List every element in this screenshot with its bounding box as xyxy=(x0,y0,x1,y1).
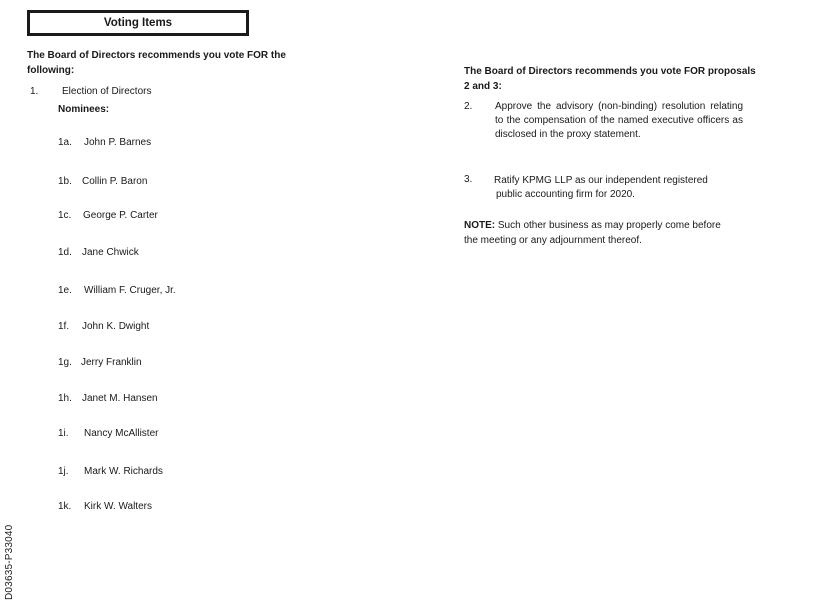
nominee-name: William F. Cruger, Jr. xyxy=(84,285,176,296)
nominees-title: Nominees: xyxy=(58,104,110,115)
proposal-3-line-1: Ratify KPMG LLP as our independent registered xyxy=(494,175,708,186)
nominee-number: 1c. xyxy=(58,210,72,221)
nominee-item-1b xyxy=(58,176,147,187)
nominee-number: 1k. xyxy=(58,501,72,512)
nominee-name: Jerry Franklin xyxy=(81,357,142,368)
nominee-number: 1g. xyxy=(58,357,72,368)
nominee-name: Nancy McAllister xyxy=(84,428,159,439)
nominee-number: 1d. xyxy=(58,247,72,258)
nominee-name: Jane Chwick xyxy=(82,247,139,258)
document-control-code: D03635-P33040 xyxy=(4,524,15,600)
proposal-2-number: 2. xyxy=(464,101,473,112)
nominee-name: John K. Dwight xyxy=(82,321,150,332)
nominee-name: Collin P. Baron xyxy=(82,176,148,187)
nominee-name: Kirk W. Walters xyxy=(84,501,152,512)
nominee-name: John P. Barnes xyxy=(84,137,152,148)
nominee-number: 1a. xyxy=(58,137,72,148)
proposal-1-number: 1. xyxy=(30,86,39,97)
nominee-name: Janet M. Hansen xyxy=(82,393,158,404)
note-paragraph xyxy=(464,218,734,248)
note-label: NOTE: xyxy=(464,220,496,231)
nominee-item-1c xyxy=(58,210,158,221)
nominee-item-1g xyxy=(58,357,142,368)
proposal-3-line-2: public accounting firm for 2020. xyxy=(496,189,635,200)
proposal-3-text xyxy=(494,174,742,202)
proposal-3-number: 3. xyxy=(464,174,473,185)
nominee-item-1j xyxy=(58,466,163,477)
nominee-number: 1j. xyxy=(58,466,69,477)
nominee-item-1h xyxy=(58,393,158,404)
note-text: Such other business as may properly come before the meeting or any adjournment thereof. xyxy=(464,220,721,246)
left-recommendation-intro: The Board of Directors recommends you vote FOR the following: xyxy=(27,50,286,76)
nominee-item-1f xyxy=(58,321,149,332)
nominee-item-1a xyxy=(58,137,151,148)
proposal-1-label: Election of Directors xyxy=(62,86,152,97)
nominee-name: Mark W. Richards xyxy=(84,466,163,477)
voting-items-header: Voting Items xyxy=(27,10,249,36)
nominee-number: 1f. xyxy=(58,321,70,332)
right-recommendation-intro: The Board of Directors recommends you vote FOR proposals 2 and 3: xyxy=(464,66,756,92)
nominee-number: 1h. xyxy=(58,393,72,404)
proposal-2-text: Approve the advisory (non-binding) resolution relating to the compensation of the named executive officers as disclosed in the proxy statement. xyxy=(495,101,743,140)
nominee-item-1i xyxy=(58,428,158,439)
nominee-item-1e xyxy=(58,285,176,296)
nominee-item-1d xyxy=(58,247,139,258)
nominee-item-1k xyxy=(58,501,152,512)
nominee-number: 1e. xyxy=(58,285,72,296)
nominee-number: 1b. xyxy=(58,176,72,187)
nominee-name: George P. Carter xyxy=(83,210,158,221)
nominee-number: 1i. xyxy=(58,428,69,439)
